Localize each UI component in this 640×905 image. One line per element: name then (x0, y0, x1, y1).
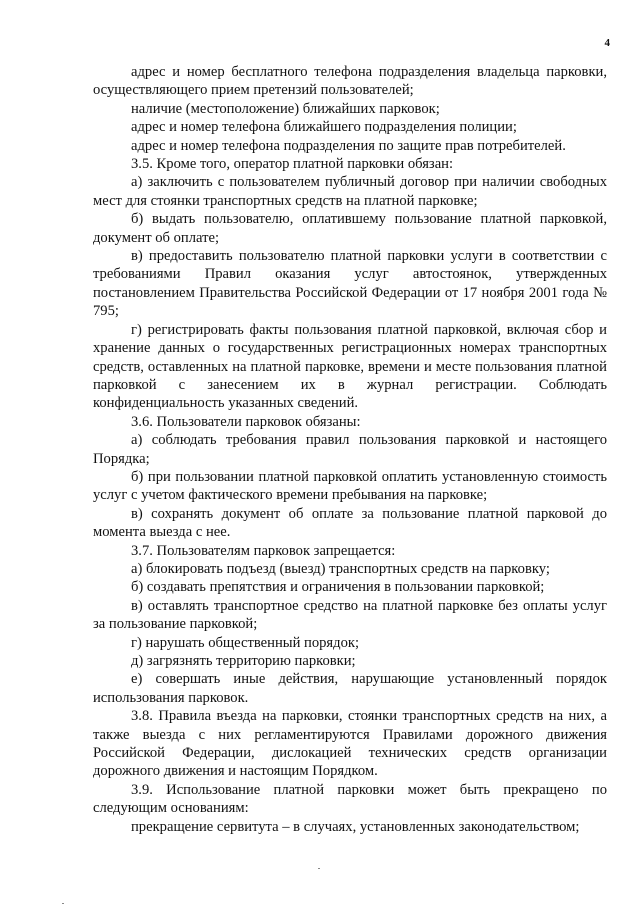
paragraph: адрес и номер бесплатного телефона подразделения владельца парковки, осуществляющего прием претензий пользователей; (93, 64, 607, 99)
paragraph: 3.7. Пользователям парковок запрещается: (131, 542, 396, 559)
scan-speck (62, 903, 64, 904)
paragraph: г) регистрировать факты пользования платной парковкой, включая сбор и хранение данных о государственных регистрационных номерах транспортных средств, оставленных на платной парковке, времени и месте пользования платной парковкой с занесением их в журнал регистрации. Соблюдать конфиденциальность указанных сведений. (93, 321, 607, 412)
paragraph: д) загрязнять территорию парковки; (131, 653, 356, 669)
paragraph: б) при пользовании платной парковкой оплатить установленную стоимость услуг с учетом фактического времени пребывания на парковке; (93, 468, 607, 504)
paragraph: а) блокировать подъезд (выезд) транспортных средств на парковку; (131, 560, 550, 577)
paragraph: а) соблюдать требования правил пользования парковкой и настоящего Порядка; (93, 432, 607, 467)
paragraph: в) предоставить пользователю платной парковки услуги в соответствии с требованиями Правил оказания услуг автостоянок, утвержденных постановлением Правительства Российской Федерации от 17 ноября 2001 года № 795; (93, 248, 607, 320)
paragraph: б) выдать пользователю, оплатившему пользование платной парковкой, документ об оплате; (93, 211, 607, 246)
paragraph: е) совершать иные действия, нарушающие установленный порядок использования парковок. (93, 671, 607, 706)
paragraph: 3.6. Пользователи парковок обязаны: (131, 413, 361, 430)
page-number: 4 (604, 37, 610, 49)
paragraph: в) сохранять документ об оплате за пользование платной парковой до момента выезда с нее. (93, 505, 607, 541)
paragraph: 3.5. Кроме того, оператор платной парковки обязан: (131, 156, 454, 173)
paragraph: прекращение сервитута – в случаях, установленных законодательством; (131, 818, 580, 835)
document-body (93, 63, 607, 836)
paragraph: г) нарушать общественный порядок; (131, 634, 360, 651)
paragraph: а) заключить с пользователем публичный договор при наличии свободных мест для стоянки транспортных средств на платной парковке; (93, 174, 607, 209)
paragraph: 3.8. Правила въезда на парковки, стоянки транспортных средств на них, а также выезда с них регламентируются Правилами дорожного движения Российской Федерации, дислокацией технических средств организации дорожного движения и настоящим Порядком. (93, 708, 607, 780)
paragraph: адрес и номер телефона ближайшего подразделения полиции; (131, 119, 517, 136)
paragraph: 3.9. Использование платной парковки может быть прекращено по следующим основаниям: (93, 781, 607, 817)
paragraph: б) создавать препятствия и ограничения в пользовании парковкой; (131, 579, 545, 596)
paragraph: наличие (местоположение) ближайших парковок; (131, 100, 440, 117)
scan-speck (318, 868, 320, 869)
paragraph: в) оставлять транспортное средство на платной парковке без оплаты услуг за пользование парковкой; (93, 597, 607, 633)
paragraph: адрес и номер телефона подразделения по защите прав потребителей. (131, 137, 566, 154)
